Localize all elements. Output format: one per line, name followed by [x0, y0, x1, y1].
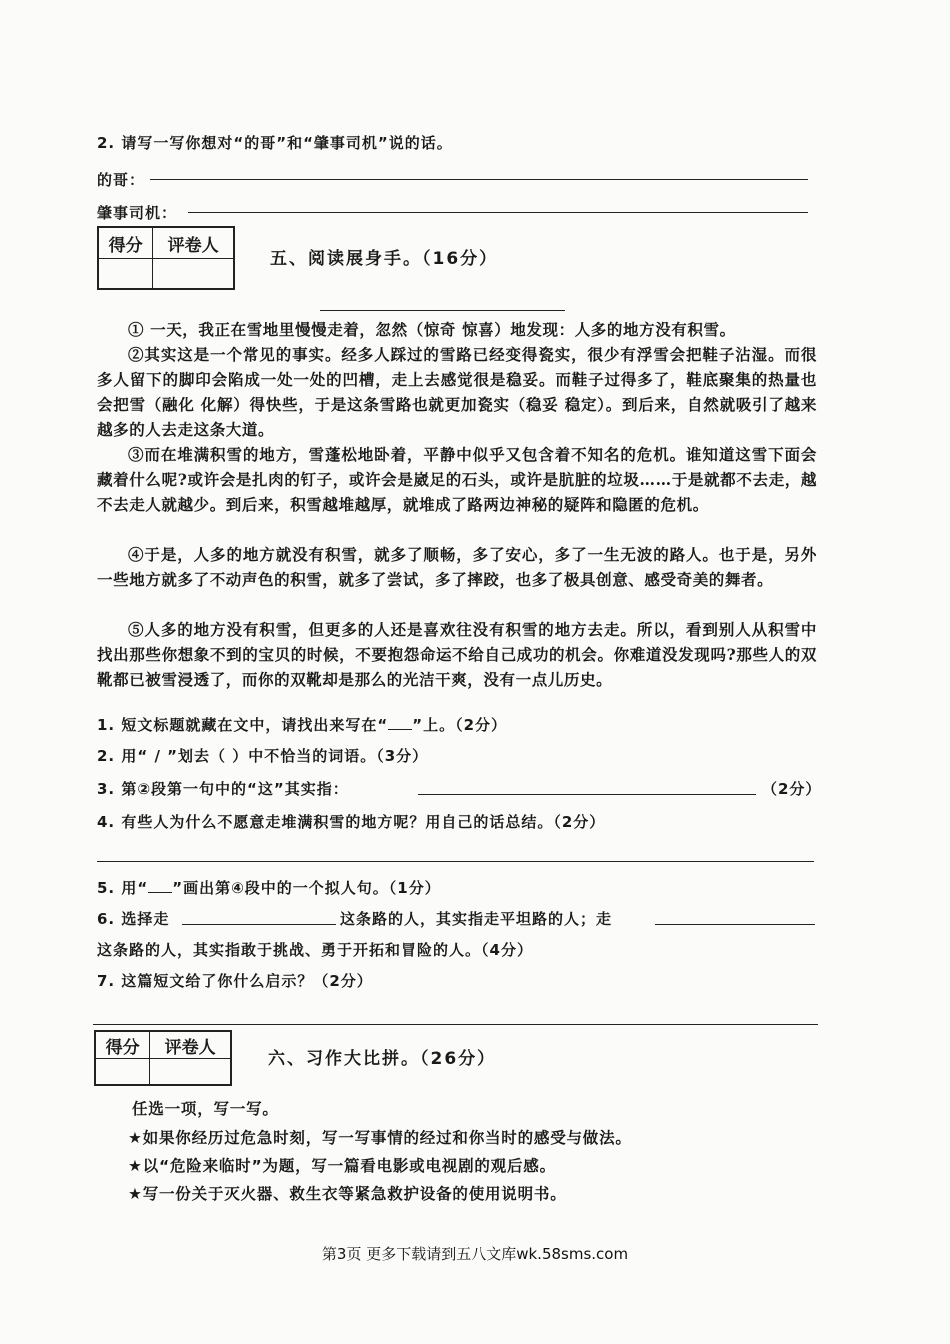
label-driver: 的哥：	[97, 171, 146, 189]
answer-line-q3[interactable]	[418, 794, 756, 795]
question-5-1	[97, 714, 507, 735]
question-5-1-text: 1. 短文标题就藏在文中，请找出来写在“	[97, 716, 389, 734]
question-5-5-text: 5. 用“	[97, 879, 149, 897]
question-5-7: 7. 这篇短文给了你什么启示？（2分）	[97, 972, 373, 990]
sample-underline	[148, 878, 172, 893]
question-5-6-c: 这条路的人，其实指敢于挑战、勇于开拓和冒险的人。（4分）	[97, 941, 533, 959]
question-5-4: 4. 有些人为什么不愿意走堆满积雪的地方呢？用自己的话总结。（2分）	[97, 813, 606, 831]
score-header: 得分	[99, 228, 153, 259]
question-5-2: 2. 用“ / ”划去（ ）中不恰当的词语。（3分）	[97, 747, 429, 765]
grader-header: 评卷人	[150, 1032, 231, 1059]
page-footer: 第3页 更多下载请到五八文库wk.58sms.com	[321, 1245, 629, 1263]
answer-line-q4[interactable]	[97, 861, 814, 862]
question-5-3: 3. 第②段第一句中的“这”其实指：	[97, 780, 349, 798]
score-table-2	[94, 1030, 232, 1086]
writing-option-1: ★如果你经历过危急时刻，写一写事情的经过和你当时的感受与做法。	[128, 1129, 632, 1147]
question-5-5	[97, 877, 441, 898]
title-blank-line[interactable]	[320, 310, 565, 311]
score-header: 得分	[96, 1032, 150, 1059]
section-5-title: 五、阅读展身手。（16分）	[270, 249, 499, 269]
passage-paragraph-2: ②其实这是一个常见的事实。经多人踩过的雪路已经变得瓷实，很少有浮雪会把鞋子沾湿。而很多人留下的脚印会陷成一处一处的凹槽，走上去感觉很是稳妥。而鞋子过得多了，鞋底聚集的热量也会把雪（融化 化解）得快些，于是这条雪路也就更加瓷实（稳妥 稳定）。到后来，自然就吸引了越来越多的人去走这条大道。	[97, 345, 817, 439]
question-5-6-b: 这条路的人，其实指走平坦路的人；走	[340, 910, 613, 928]
section-6-intro: 任选一项，写一写。	[132, 1100, 279, 1118]
score-cell[interactable]	[99, 259, 153, 289]
title-answer-blank[interactable]	[388, 715, 412, 730]
question-5-1-end: ”上。（2分）	[412, 716, 508, 734]
answer-line-q7[interactable]	[93, 1024, 818, 1025]
answer-line-driver[interactable]	[150, 179, 808, 180]
question-4-2: 2. 请写一写你想对“的哥”和“肇事司机”说的话。	[97, 134, 453, 152]
passage-paragraph-4: ④于是，人多的地方就没有积雪，就多了顺畅，多了安心，多了一生无波的路人。也于是，另外一些地方就多了不动声色的积雪，就多了尝试，多了摔跤，也多了极具创意、感受奇美的舞者。	[97, 545, 817, 589]
grader-cell[interactable]	[153, 259, 234, 289]
writing-option-2: ★以“危险来临时”为题，写一篇看电影或电视剧的观后感。	[128, 1157, 556, 1175]
question-5-6-a: 6. 选择走	[97, 910, 170, 928]
score-table	[97, 226, 235, 290]
question-5-5-end: ”画出第④段中的一个拟人句。（1分）	[172, 879, 441, 897]
question-5-3-score: （2分）	[762, 780, 822, 798]
passage-paragraph-1: ① 一天，我正在雪地里慢慢走着，忽然（惊奇 惊喜）地发现：人多的地方没有积雪。	[128, 320, 736, 339]
passage-paragraph-5: ⑤人多的地方没有积雪，但更多的人还是喜欢往没有积雪的地方去走。所以，看到别人从积雪中找出那些你想象不到的宝贝的时候，不要抱怨命运不给自己成功的机会。你难道没发现吗?那些人的双靴都已被雪浸透了，而你的双靴却是那么的光洁干爽，没有一点儿历史。	[97, 620, 817, 689]
grader-cell[interactable]	[150, 1059, 231, 1085]
answer-line-q6-first[interactable]	[182, 924, 336, 925]
score-cell[interactable]	[96, 1059, 150, 1085]
passage-paragraph-3: ③而在堆满积雪的地方，雪蓬松地卧着，平静中似乎又包含着不知名的危机。谁知道这雪下面会藏着什么呢?或许会是扎肉的钉子，或许会是崴足的石头，或许是肮脏的垃圾……于是就都不去走，越不去走人就越少。到后来，积雪越堆越厚，就堆成了路两边神秘的疑阵和隐匿的危机。	[97, 445, 817, 514]
label-culprit: 肇事司机：	[97, 204, 178, 222]
grader-header: 评卷人	[153, 228, 234, 259]
writing-option-3: ★写一份关于灭火器、救生衣等紧急救护设备的使用说明书。	[128, 1185, 567, 1203]
answer-line-culprit[interactable]	[188, 212, 808, 213]
answer-line-q6-second[interactable]	[655, 924, 815, 925]
section-6-title: 六、习作大比拼。（26分）	[268, 1049, 497, 1069]
